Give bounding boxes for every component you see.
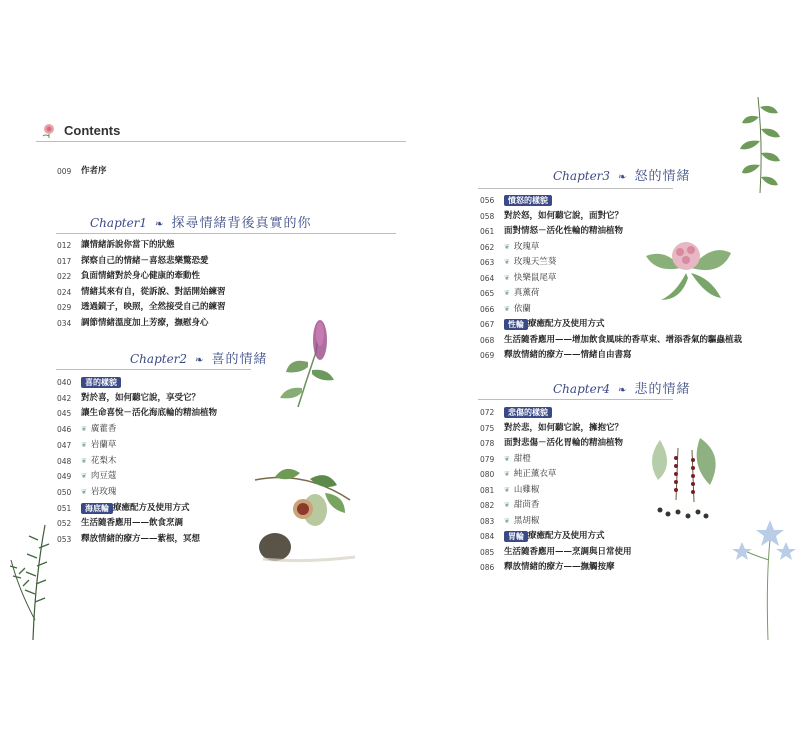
toc-entry[interactable]: [57, 424, 116, 435]
chapter1-heading: [90, 212, 311, 231]
page-number: 069: [480, 351, 495, 360]
toc-entry[interactable]: [480, 485, 539, 496]
swirl-icon: ❧: [195, 355, 204, 366]
entry-title: 負面情緒對於身心健康的牽動性: [81, 271, 201, 281]
chapter4-heading: [553, 378, 690, 397]
entry-title: 對於悲，如何聽它說，擁抱它？: [504, 422, 624, 433]
contents-divider: [36, 141, 406, 142]
section-badge: 性輪: [504, 319, 528, 330]
page-number: 048: [57, 456, 72, 466]
page-number: 079: [480, 454, 495, 464]
toc-entry[interactable]: [480, 288, 539, 299]
entry-title: 甜茴香: [513, 500, 540, 510]
toc-entry[interactable]: [57, 271, 200, 282]
chapter1-divider: [56, 233, 396, 234]
toc-entry[interactable]: [57, 456, 116, 467]
chapter3-divider: [478, 188, 673, 189]
page-number: 042: [57, 393, 72, 403]
chapter-title: 怒的情緒: [634, 169, 691, 184]
entry-title: 真薰荷: [513, 288, 540, 298]
toc-entry[interactable]: [57, 440, 116, 451]
entry-title: 純正薰衣草: [513, 469, 557, 479]
page-number: 050: [57, 487, 72, 497]
page-number: 075: [480, 423, 495, 433]
toc-entry[interactable]: [57, 377, 121, 388]
toc-entry[interactable]: [57, 256, 209, 267]
toc-entry[interactable]: [57, 302, 226, 313]
toc-entry[interactable]: [57, 518, 183, 529]
toc-entry[interactable]: [57, 287, 226, 298]
entry-title: 依蘭: [513, 303, 531, 314]
section-badge: 胃輪: [504, 531, 528, 542]
toc-entry[interactable]: [480, 304, 531, 315]
page-number: 083: [480, 516, 495, 526]
chapter-title: 悲的情緒: [634, 382, 691, 397]
swirl-icon: ❧: [618, 172, 627, 183]
page-number: 049: [57, 472, 72, 482]
page-number: 086: [480, 563, 495, 572]
leaf-bullet-icon: ❦: [504, 289, 510, 297]
entry-title: 釋放情緒的療方——紫根，冥想: [81, 534, 201, 544]
toc-entry[interactable]: [480, 547, 632, 558]
entry-title: 讓生命喜悅－活化海底輪的精油植物: [81, 408, 218, 419]
leaf-bullet-icon: ❦: [504, 242, 510, 251]
entry-title: 生活隨香應用——飲食烹調: [81, 518, 184, 529]
swirl-icon: ❧: [155, 219, 164, 230]
chapter-label: Chapter4: [553, 382, 611, 396]
page-number: 065: [480, 289, 495, 298]
chapter-label: Chapter1: [90, 216, 148, 230]
entry-title: 面對情怒－活化性輪的精油植物: [504, 226, 624, 236]
entry-title: 療癒配方及使用方式: [528, 531, 605, 541]
entry-title: 花梨木: [90, 455, 117, 466]
chapter2-divider: [56, 369, 251, 370]
chapter4-divider: [478, 399, 673, 400]
page-number: 045: [57, 409, 72, 419]
entry-title: 釋放情緒的療方——情緒自由書寫: [504, 350, 632, 360]
toc-entry[interactable]: [480, 454, 531, 465]
toc-entry[interactable]: [480, 257, 556, 268]
page-number: 058: [480, 211, 495, 221]
toc-entry[interactable]: [57, 471, 116, 482]
page-number: 082: [480, 501, 495, 510]
page-number: 066: [480, 304, 495, 314]
flower-icon: [40, 121, 58, 139]
entry-title: 情緒其來有自，從訴說、對話開始練習: [81, 286, 226, 297]
page-number: 084: [480, 532, 495, 541]
leaf-bullet-icon: ❦: [504, 470, 510, 478]
page-number: 063: [480, 258, 495, 267]
leaf-bullet-icon: ❦: [504, 516, 510, 525]
entry-title: 生活隨香應用——增加飲食風味的香草束、增添香氣的驅蟲植栽: [504, 334, 743, 345]
leaf-bullet-icon: ❦: [81, 487, 87, 496]
willow-branch-illustration: [738, 95, 788, 195]
toc-entry[interactable]: [480, 195, 552, 206]
entry-title: 讓情緒訴說你當下的狀態: [81, 240, 175, 250]
page-number: 024: [57, 287, 72, 297]
page-number: 029: [57, 303, 72, 312]
page-number: 061: [480, 227, 495, 236]
entry-title: 玫瑰天竺葵: [513, 257, 557, 267]
section-badge: 憤怒的樣貌: [504, 195, 552, 206]
page-number: 081: [480, 485, 495, 495]
nutmeg-illustration: [245, 465, 365, 575]
entry-title: 生活隨香應用——烹調與日常使用: [504, 546, 632, 557]
leaf-bullet-icon: ❦: [81, 440, 87, 449]
page-number: 064: [480, 273, 495, 283]
page-number: 051: [57, 503, 72, 513]
contents-header: [40, 121, 120, 139]
toc-entry[interactable]: [480, 531, 605, 542]
page-number: 052: [57, 519, 72, 529]
page-number: 072: [480, 408, 495, 417]
leaf-bullet-icon: ❦: [81, 425, 87, 434]
toc-entry[interactable]: [480, 350, 632, 361]
chapter-label: Chapter2: [130, 352, 188, 366]
leaf-bullet-icon: ❦: [504, 501, 510, 509]
geranium-illustration: [636, 228, 736, 308]
page-number: 012: [57, 241, 72, 250]
entry-title: 山雞椒: [513, 484, 540, 495]
chapter-title: 探尋情緒背後真實的你: [171, 216, 312, 231]
toc-entry[interactable]: [480, 319, 605, 330]
toc-entry[interactable]: [57, 393, 200, 404]
rosemary-illustration: [5, 520, 60, 645]
toc-entry[interactable]: [480, 242, 539, 253]
leaf-bullet-icon: ❦: [504, 485, 510, 494]
page-number: 047: [57, 440, 72, 450]
leaf-bullet-icon: ❦: [81, 456, 87, 465]
leaf-bullet-icon: ❦: [504, 454, 510, 463]
entry-title: 對於怒，如何聽它說，面對它？: [504, 210, 624, 221]
toc-entry[interactable]: [57, 487, 116, 498]
chapter2-heading: [130, 348, 267, 367]
page-number: 067: [480, 320, 495, 329]
page-number: 022: [57, 272, 72, 281]
toc-entry[interactable]: [480, 226, 623, 237]
page-number: 009: [57, 167, 72, 176]
toc-entry[interactable]: [480, 516, 539, 527]
entry-title: 快樂鼠尾草: [513, 272, 557, 283]
entry-title: 釋放情緒的療方——撫觸按摩: [504, 562, 615, 572]
chapter-label: Chapter3: [553, 169, 611, 183]
entry-title: 玫瑰草: [513, 241, 540, 252]
entry-title: 調節情緒溫度加上芳療，撫慰身心: [81, 317, 209, 328]
page-number: 085: [480, 547, 495, 557]
swirl-icon: ❧: [618, 385, 627, 396]
entry-title: 面對悲傷－活化胃輪的精油植物: [504, 438, 624, 448]
chapter3-heading: [553, 165, 690, 184]
page-number: 040: [57, 378, 72, 387]
blue-flower-illustration: [728, 500, 798, 645]
entry-title: 探察自己的情緒－喜怒悲樂驚恐愛: [81, 255, 209, 266]
entry-title: 療癒配方及使用方式: [113, 502, 190, 513]
toc-entry[interactable]: [480, 438, 623, 449]
page-number: 078: [480, 439, 495, 448]
toc-entry[interactable]: [57, 240, 175, 251]
leaf-bullet-icon: ❦: [504, 258, 510, 266]
page-number: 053: [57, 535, 72, 544]
leaf-bullet-icon: ❦: [504, 304, 510, 313]
leaf-bullet-icon: ❦: [81, 472, 87, 481]
toc-entry[interactable]: [480, 211, 623, 222]
entry-title: 黑胡椒: [513, 515, 540, 526]
entry-title: 作者序: [81, 166, 107, 176]
entry-title: 療癒配方及使用方式: [528, 319, 605, 329]
page-number: 046: [57, 425, 72, 435]
toc-entry[interactable]: [57, 534, 200, 545]
page-number: 062: [480, 242, 495, 252]
chapter-title: 喜的情緒: [211, 352, 268, 367]
toc-entry[interactable]: [57, 503, 190, 514]
entry-title: 對於喜，如何聽它說，享受它？: [81, 392, 201, 403]
leaf-bullet-icon: ❦: [504, 273, 510, 282]
page-number: 056: [480, 196, 495, 205]
toc-entry[interactable]: [480, 562, 615, 573]
toc-entry[interactable]: [57, 318, 209, 329]
preface-entry[interactable]: [57, 166, 107, 177]
page-number: 034: [57, 318, 72, 328]
page-number: 017: [57, 256, 72, 266]
entry-title: 岩蘭草: [90, 439, 117, 450]
entry-title: 透過鏡子，映照，全然接受自己的練習: [81, 302, 226, 312]
section-badge: 海底輪: [81, 503, 113, 514]
toc-entry[interactable]: [480, 469, 556, 480]
section-badge: 悲傷的樣貌: [504, 407, 552, 418]
entry-title: 肉豆蔻: [90, 471, 117, 482]
entry-title: 廣藿香: [90, 424, 117, 435]
entry-title: 甜橙: [513, 453, 531, 464]
entry-title: 岩玫瑰: [90, 486, 117, 497]
toc-entry[interactable]: [480, 273, 556, 284]
toc-entry[interactable]: [480, 335, 742, 346]
page-number: 068: [480, 335, 495, 345]
contents-title: Contents: [64, 122, 121, 138]
section-badge: 喜的樣貌: [81, 377, 121, 388]
toc-entry[interactable]: [480, 423, 623, 434]
page-number: 080: [480, 470, 495, 479]
toc-entry[interactable]: [480, 500, 539, 511]
toc-entry[interactable]: [480, 407, 552, 418]
agastache-illustration: [268, 312, 348, 412]
pepper-illustration: [640, 430, 730, 525]
toc-entry[interactable]: [57, 408, 217, 419]
